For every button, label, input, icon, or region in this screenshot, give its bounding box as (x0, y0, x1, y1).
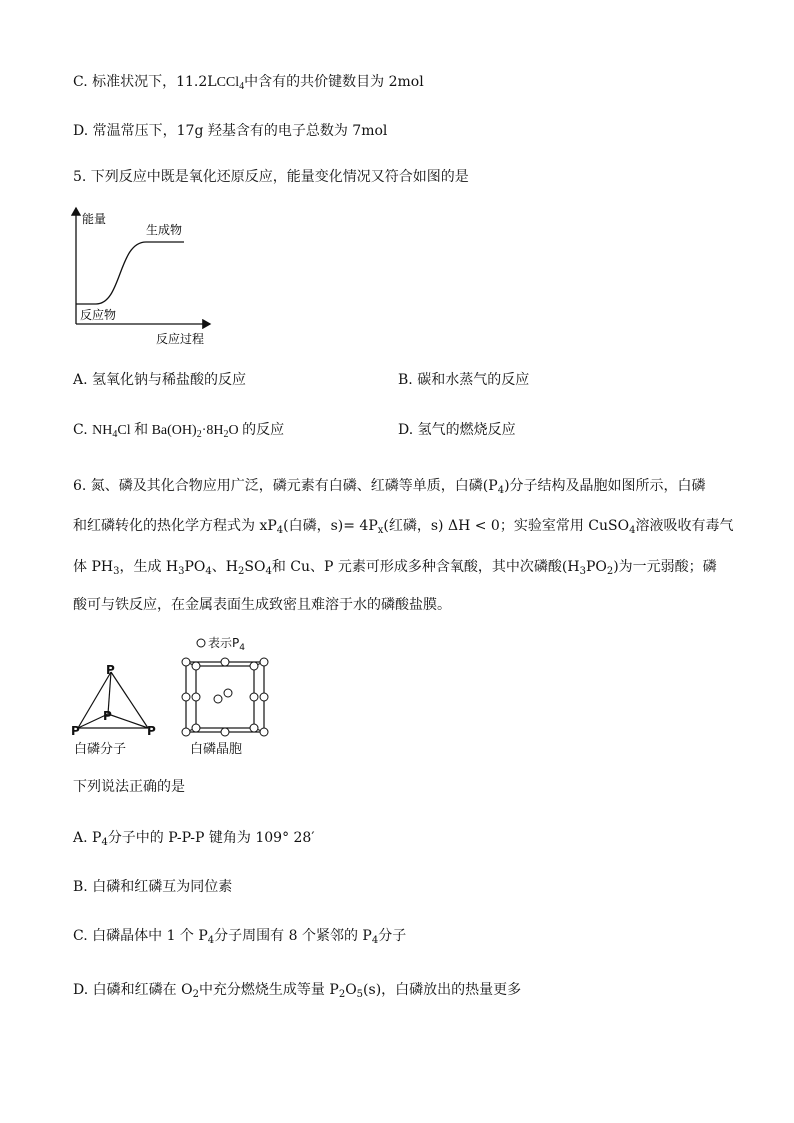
energy-diagram (62, 204, 222, 349)
reactant-label: 反应物 (80, 308, 117, 322)
q6-d-mid: 中充分燃烧生成等量 P (198, 982, 339, 998)
atom-p-left: P (71, 724, 80, 738)
p4-unit-cell-figure (176, 632, 276, 760)
ccl4-formula (217, 75, 245, 90)
q6-l3-s2: 3 (178, 566, 185, 577)
q6-l2-sub1: 4 (276, 525, 284, 536)
q6-a-post: 分子中的 P-P-P 键角为 109° 28′ (107, 830, 315, 846)
q6-option-b: B. 白磷和红磷互为同位素 (73, 879, 233, 895)
p4-site (221, 728, 229, 736)
q6-option-d (73, 980, 521, 1005)
p4-site (182, 658, 190, 666)
bond (108, 672, 111, 714)
cell-inner-frame (196, 666, 254, 728)
q6-l3-f: 和 Cu、P 元素可形成多种含氧酸，其中次磷酸(H (271, 559, 580, 575)
legend-label: 表示P (208, 636, 240, 650)
q6-stem-line4: 酸可与铁反应，在金属表面生成致密且难溶于水的磷酸盐膜。 (73, 597, 451, 613)
product-label: 生成物 (146, 223, 183, 237)
q6-l3-s7: 2 (606, 566, 614, 577)
q4-c-suffix: 中含有的共价键数目为 2mol (244, 74, 424, 90)
energy-curve (76, 242, 184, 304)
q4-option-c (73, 72, 424, 97)
q6-a-sub: 4 (101, 837, 108, 848)
q6-l3-s5: 4 (265, 566, 272, 577)
p4-site (192, 662, 200, 670)
legend-text (208, 636, 245, 653)
ccl4-main: CCl (216, 75, 240, 90)
ccl4-sub: 4 (239, 81, 245, 92)
p4-site (182, 728, 190, 736)
p4-site (224, 689, 232, 697)
nh4-sub: 4 (112, 429, 118, 440)
q6-c-post: 分子 (378, 928, 407, 944)
p4-site (221, 658, 229, 666)
q6-l3-a: 体 PH (73, 559, 114, 575)
cl-baoh: Cl 和 Ba(OH) (117, 423, 197, 438)
p4-site (260, 658, 268, 666)
q4-c-text: C. 标准状况下，11.2L (73, 74, 217, 90)
q6-d-sub3: 5 (356, 989, 364, 1000)
q6-l1-a: 6. 氮、磷及其化合物应用广泛，磷元素有白磷、红磷等单质，白磷(P (73, 478, 498, 494)
p4-molecule-figure (66, 660, 166, 760)
p4-site (260, 728, 268, 736)
q5-c-prefix: C. (73, 422, 88, 438)
q6-stem-line2 (73, 516, 733, 541)
q5-option-a: A. 氢氧化钠与稀盐酸的反应 (73, 372, 247, 388)
q6-c-sub1: 4 (207, 935, 215, 946)
x-axis-label: 反应过程 (156, 332, 205, 346)
q6-l3-b: ，生成 H (119, 559, 179, 575)
q6-l2-b: (白磷，s)= 4P (283, 518, 378, 534)
q6-d-mid2: O (345, 982, 357, 998)
q6-d-pre: D. 白磷和红磷在 O (73, 982, 193, 998)
q6-l3-e: SO (244, 559, 266, 575)
q6-c-sub2: 4 (371, 935, 379, 946)
bond (108, 714, 148, 728)
bond (111, 672, 148, 728)
q6-a-pre: A. P (73, 830, 102, 846)
q6-l2-d: 溶液吸收有毒气 (635, 518, 734, 534)
q6-c-pre: C. 白磷晶体中 1 个 P (73, 928, 208, 944)
h2o-pre: ·8H (201, 423, 224, 438)
q5-c-formula (92, 423, 284, 438)
q6-l1-end: )分子结构及晶胞如图所示，白磷 (504, 478, 706, 494)
q6-c-mid: 分子周围有 8 个紧邻的 P (214, 928, 372, 944)
p4-site (260, 693, 268, 701)
q6-ask: 下列说法正确的是 (73, 779, 185, 795)
q5-option-d: D. 氢气的燃烧反应 (398, 422, 516, 438)
p4-site (250, 724, 258, 732)
p4-sites (182, 658, 268, 736)
p4-site (182, 693, 190, 701)
oh-sub: 2 (196, 429, 202, 440)
q4-option-d: D. 常温常压下，17g 羟基含有的电子总数为 7mol (73, 123, 388, 139)
nh4-main: NH (92, 423, 113, 438)
q6-option-a (73, 828, 315, 853)
q6-l3-s3: 4 (205, 566, 212, 577)
q6-l3-h: )为一元弱酸；磷 (613, 559, 717, 575)
p4-site (250, 662, 258, 670)
p4-site (192, 693, 200, 701)
p4-site (192, 724, 200, 732)
q6-l1-sub: 4 (497, 485, 505, 496)
q6-l3-g: PO (585, 559, 607, 575)
q6-l2-c: (红磷，s) ΔH < 0；实验室常用 CuSO (383, 518, 630, 534)
atom-p-top: P (106, 663, 115, 677)
q6-l3-s6: 3 (579, 566, 586, 577)
q6-l3-d: 、H (211, 559, 239, 575)
q5-stem: 5. 下列反应中既是氧化还原反应，能量变化情况又符合如图的是 (73, 169, 469, 185)
q6-l3-c: PO (184, 559, 206, 575)
legend-sub: 4 (239, 643, 245, 653)
q6-l2-subx: x (377, 525, 384, 536)
atom-p-right: P (147, 724, 156, 738)
q6-d-post: (s)，白磷放出的热量更多 (363, 982, 522, 998)
h2o-post: O 的反应 (228, 423, 285, 438)
q6-option-c (73, 926, 406, 951)
y-axis-label: 能量 (82, 212, 107, 226)
q6-stem-line1 (73, 476, 706, 501)
q5-option-b: B. 碳和水蒸气的反应 (398, 372, 530, 388)
q6-stem-line3 (73, 557, 717, 582)
p4-site (250, 693, 258, 701)
q6-l2-sub4: 4 (629, 525, 636, 536)
q6-l3-s1: 3 (113, 566, 120, 577)
q6-l3-s4: 2 (238, 566, 245, 577)
cell-caption: 白磷晶胞 (190, 742, 243, 757)
p4-site (214, 695, 222, 703)
molecule-caption: 白磷分子 (74, 742, 127, 757)
q6-d-sub1: 2 (192, 989, 199, 1000)
h2o-sub: 2 (223, 429, 229, 440)
q6-d-sub2: 2 (338, 989, 346, 1000)
legend-circle (197, 639, 205, 647)
q6-l2-a: 和红磷转化的热化学方程式为 xP (73, 518, 277, 534)
q5-option-c (73, 420, 284, 445)
atom-p-center: P (103, 709, 112, 723)
